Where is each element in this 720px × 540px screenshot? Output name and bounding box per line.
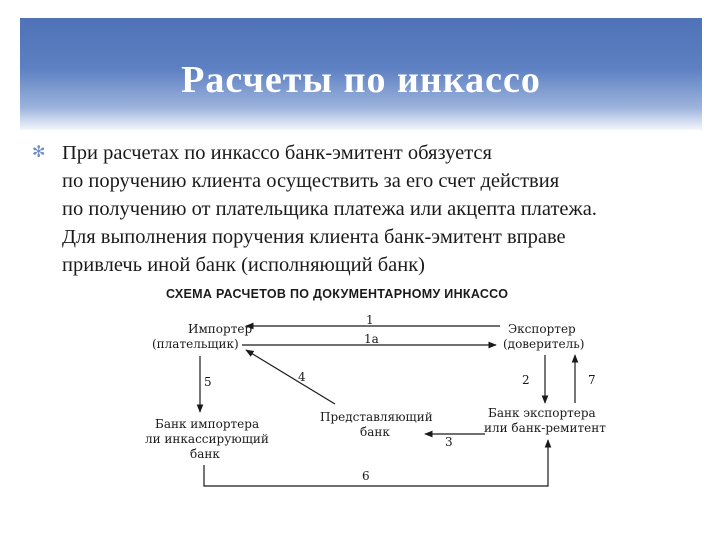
node-exporter-line: Экспортер bbox=[508, 322, 576, 336]
node-importer-line: (плательщик) bbox=[152, 337, 239, 351]
edge-label-3: 3 bbox=[445, 435, 453, 449]
edge-label-1a: 1а bbox=[364, 332, 379, 346]
node-importer bbox=[152, 322, 252, 351]
node-exporter-bank bbox=[484, 406, 606, 435]
node-exporter-line: (доверитель) bbox=[503, 337, 585, 351]
node-importer-bank bbox=[145, 417, 269, 461]
body-line: При расчетах по инкассо банк-эмитент обязуется bbox=[62, 142, 492, 164]
edge-4-arrow bbox=[246, 350, 335, 404]
edge-label-4: 4 bbox=[298, 370, 306, 384]
node-exporter bbox=[503, 322, 584, 351]
edge-label-5: 5 bbox=[204, 375, 212, 389]
edge-6-arrow bbox=[204, 440, 548, 486]
body-line: по получению от плательщика платежа или акцепта платежа. bbox=[62, 198, 597, 220]
body-line: по поручению клиента осуществить за его счет действия bbox=[62, 170, 560, 192]
edge-label-1: 1 bbox=[366, 313, 374, 327]
node-exporter-bank-line: Банк экспортера bbox=[488, 406, 596, 420]
diagram-title: СХЕМА РАСЧЕТОВ ПО ДОКУМЕНТАРНОМУ ИНКАССО bbox=[166, 287, 509, 301]
node-presenting-bank-line: Представляющий bbox=[320, 410, 433, 424]
node-presenting-bank bbox=[320, 410, 433, 439]
node-exporter-bank-line: или банк-ремитент bbox=[484, 421, 606, 435]
edge-label-2: 2 bbox=[522, 373, 530, 387]
node-presenting-bank-line: банк bbox=[360, 425, 390, 439]
node-importer-line: Импортер bbox=[188, 322, 253, 336]
slide-title: Расчеты по инкассо bbox=[181, 59, 541, 101]
node-importer-bank-line: ли инкассирующий bbox=[145, 432, 269, 446]
node-importer-bank-line: Банк импортера bbox=[155, 417, 260, 431]
node-importer-bank-line: банк bbox=[190, 447, 220, 461]
body-line: привлечь иной банк (исполняющий банк) bbox=[62, 254, 426, 276]
edge-label-6: 6 bbox=[362, 469, 370, 483]
body-line: Для выполнения поручения клиента банк-эмитент вправе bbox=[62, 226, 566, 248]
asterisk-bullet-icon: ✻ bbox=[32, 142, 46, 161]
edge-label-7: 7 bbox=[588, 373, 596, 387]
